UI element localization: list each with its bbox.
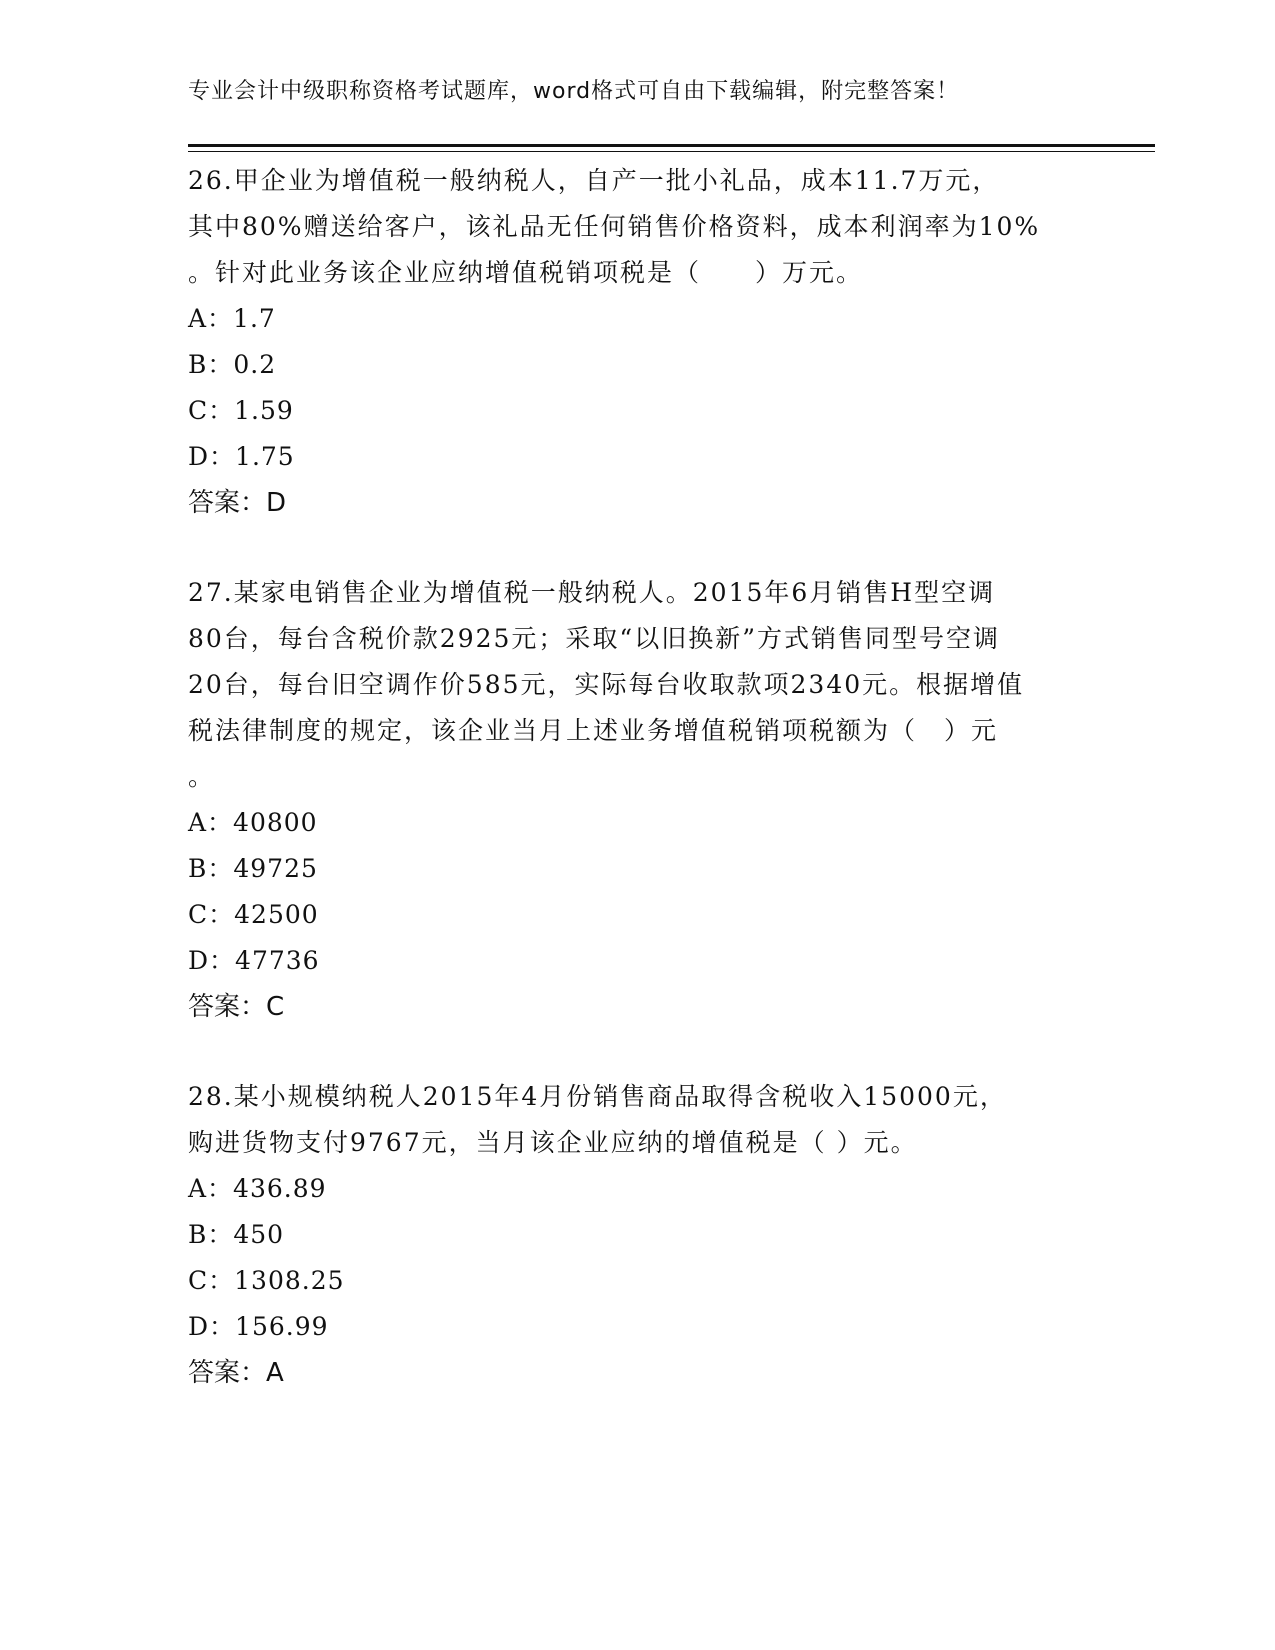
option-c: C：1308.25	[188, 1266, 345, 1295]
option-a: A：40800	[188, 808, 318, 837]
answer-line: 答案：C	[188, 992, 285, 1022]
question-stem	[188, 570, 1088, 800]
option-a: A：1.7	[188, 304, 276, 333]
stem-line: 20台，每台旧空调作价585元，实际每台收取款项2340元。根据增值	[188, 670, 1025, 699]
header-rule-thin	[188, 151, 1155, 152]
stem-line: 27.某家电销售企业为增值税一般纳税人。2015年6月销售H型空调	[188, 578, 996, 607]
stem-line: 。	[188, 762, 216, 791]
option-d: D：1.75	[188, 442, 295, 471]
question-28	[188, 1074, 1088, 1396]
question-stem	[188, 158, 1088, 296]
stem-line: 购进货物支付9767元，当月该企业应纳的增值税是（ ）元。	[188, 1128, 918, 1157]
stem-line: 其中80%赠送给客户，该礼品无任何销售价格资料，成本利润率为10%	[188, 212, 1041, 241]
stem-line: 28.某小规模纳税人2015年4月份销售商品取得含税收入15000元，	[188, 1082, 1007, 1111]
option-b: B：0.2	[188, 350, 277, 379]
stem-line: 80台，每台含税价款2925元；采取“以旧换新”方式销售同型号空调	[188, 624, 1000, 653]
option-c: C：1.59	[188, 396, 294, 425]
question-spacer	[188, 526, 1088, 570]
option-d: D：156.99	[188, 1312, 329, 1341]
option-b: B：450	[188, 1220, 285, 1249]
question-list	[188, 158, 1088, 1396]
question-spacer	[188, 1030, 1088, 1074]
page-header: 专业会计中级职称资格考试题库，word格式可自由下载编辑，附完整答案！	[188, 79, 960, 104]
question-stem	[188, 1074, 1088, 1166]
answer-line: 答案：A	[188, 1358, 284, 1388]
option-a: A：436.89	[188, 1174, 327, 1203]
answer-line: 答案：D	[188, 488, 287, 518]
option-d: D：47736	[188, 946, 320, 975]
option-b: B：49725	[188, 854, 318, 883]
option-c: C：42500	[188, 900, 319, 929]
stem-line: 税法律制度的规定，该企业当月上述业务增值税销项税额为（ ）元	[188, 716, 999, 745]
stem-line: 26.甲企业为增值税一般纳税人，自产一批小礼品，成本11.7万元，	[188, 166, 1000, 195]
question-26	[188, 158, 1088, 526]
header-rule-thick	[188, 144, 1155, 147]
stem-line: 。针对此业务该企业应纳增值税销项税是（ ）万元。	[188, 258, 864, 287]
question-27	[188, 570, 1088, 1030]
